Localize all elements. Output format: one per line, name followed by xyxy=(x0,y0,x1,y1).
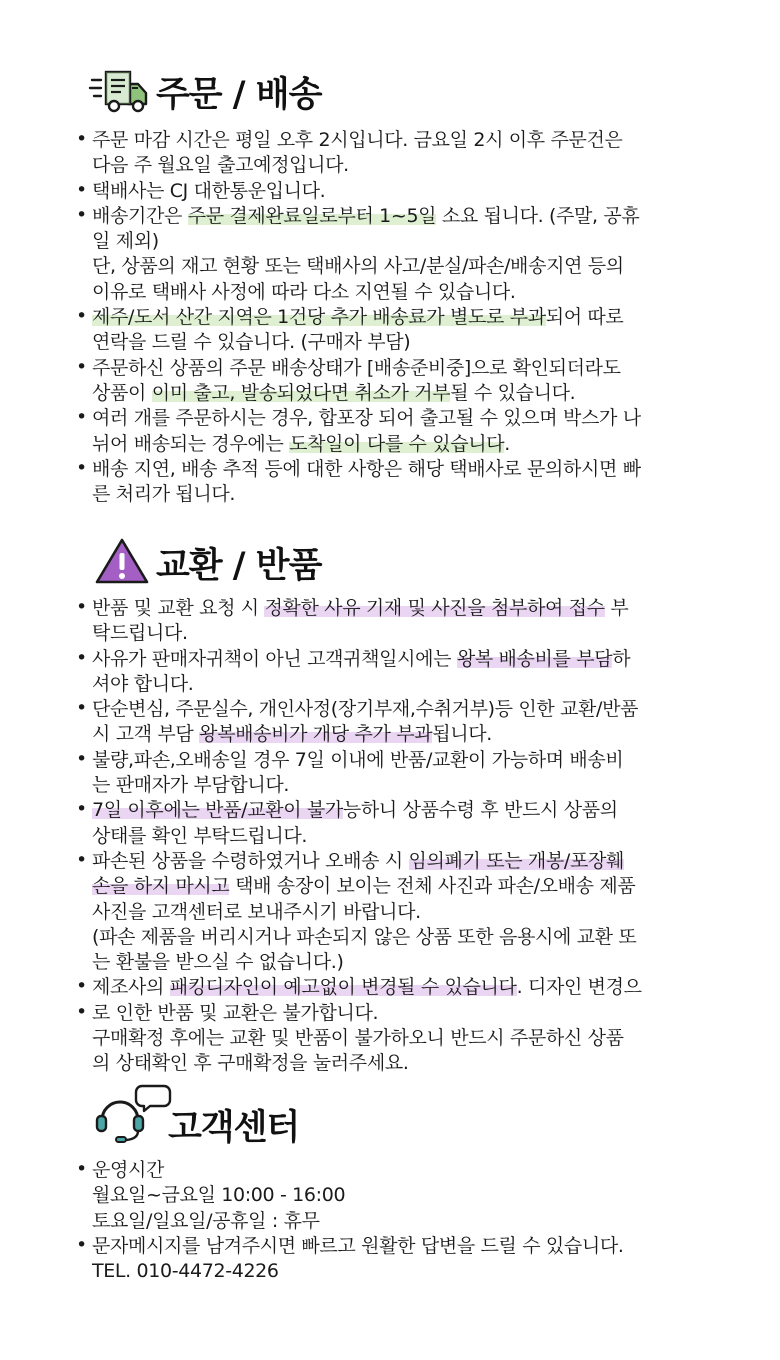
highlight-arrival-date: 도착일이 다를 수 있습니다 xyxy=(289,432,505,455)
list-item: • 주문 마감 시간은 평일 오후 2시입니다. 금요일 2시 이후 주문건은 다음 주 월요일 출고예정입니다. xyxy=(76,128,716,179)
exchange-item-8-line1: 로 인한 반품 및 교환은 불가합니다. xyxy=(92,1001,379,1024)
highlight-per-item-fee: 왕복배송비가 개당 추가 부과 xyxy=(199,723,433,746)
exchange-item-8-line3: 의 상태확인 후 구매확정을 눌러주세요. xyxy=(92,1052,409,1075)
exchange-item-6-line4: (파손 제품을 버리시거나 파손되지 않은 상품 또한 음용시에 교환 또 xyxy=(92,925,637,948)
order-item-5-line2: 상품이 이미 출고, 발송되었다면 취소가 거부될 수 있습니다. xyxy=(92,381,576,404)
list-item: • 문자메시지를 남겨주시면 빠르고 원활한 답변을 드릴 수 있습니다. TEL. 010-4472-4226 xyxy=(76,1234,716,1285)
list-item: • 운영시간 월요일~금요일 10:00 - 16:00 토요일/일요일/공휴일 : 휴무 xyxy=(76,1158,716,1234)
exchange-item-4-line2: 는 판매자가 부담합니다. xyxy=(92,774,290,797)
highlight-cancel-refused: 이미 출고, 발송되었다면 취소가 거부 xyxy=(151,381,451,404)
list-item: • 7일 이후에는 반품/교환이 불가능하니 상품수령 후 반드시 상품의 상태를 확인 부탁드립니다. xyxy=(76,798,716,849)
exchange-item-2-line2: 셔야 합니다. xyxy=(92,672,194,695)
order-item-3-line4: 이유로 택배사 사정에 따라 다소 지연될 수 있습니다. xyxy=(92,280,516,303)
highlight-design-change: 패킹디자인이 예고없이 변경될 수 있습니다 xyxy=(169,976,517,999)
exchange-item-3-line2: 시 고객 부담 왕복배송비가 개당 추가 부과됩니다. xyxy=(92,723,492,746)
support-title: 고객센터 xyxy=(168,1108,300,1148)
order-item-3-line2: 일 제외) xyxy=(92,230,159,253)
order-item-6-line2: 뉘어 배송되는 경우에는 도착일이 다를 수 있습니다. xyxy=(92,432,510,455)
exchange-item-8-line2: 구매확정 후에는 교환 및 반품이 불가하오니 반드시 주문하신 상품 xyxy=(92,1027,624,1050)
highlight-no-discard: 임의폐기 또는 개봉/포장훼 xyxy=(408,849,624,872)
list-item: • 여러 개를 주문하시는 경우, 합포장 되어 출고될 수 있으며 박스가 나 뉘어 배송되는 경우에는 도착일이 다를 수 있습니다. xyxy=(76,406,716,457)
exchange-heading xyxy=(94,536,321,590)
list-item: • 로 인한 반품 및 교환은 불가합니다. 구매확정 후에는 교환 및 반품이 불가하오니 반드시 주문하신 상품 의 상태확인 후 구매확정을 눌러주세요. xyxy=(76,1001,716,1077)
exchange-item-1-line1: 반품 및 교환 요청 시 정확한 사유 기재 및 사진을 첨부하여 접수 부 xyxy=(92,597,629,619)
warning-icon xyxy=(94,536,150,590)
exchange-item-7-line1: 제조사의 패킹디자인이 예고없이 변경될 수 있습니다. 디자인 변경으 xyxy=(92,976,642,999)
exchange-item-6-line1: 파손된 상품을 수령하였거나 오배송 시 임의폐기 또는 개봉/포장훼 xyxy=(92,849,624,872)
list-item: • 파손된 상품을 수령하였거나 오배송 시 임의폐기 또는 개봉/포장훼 손을 하지 마시고 택배 송장이 보이는 전체 사진과 파손/오배송 제품 사진을 고객센터로 보내주시기 바랍니다. (파손 제품을 버리시거나 파손되지 않은 상품 또한 음용시에 교환 또 는 환불을 받으실 수 없습니다.) xyxy=(76,849,716,975)
exchange-item-5-line1: 7일 이후에는 반품/교환이 불가능하니 상품수령 후 반드시 상품의 xyxy=(92,799,618,822)
highlight-attach-photos: 정확한 사유 기재 및 사진을 첨부하여 접수 xyxy=(264,597,605,619)
order-title: 주문 / 배송 xyxy=(156,75,322,115)
highlight-delivery-period: 주문 결제완료일로부터 1~5일 xyxy=(187,204,437,227)
list-item: • 택배사는 CJ 대한통운입니다. xyxy=(76,179,716,204)
list-item: • 배송 지연, 배송 추적 등에 대한 사항은 해당 택배사로 문의하시면 빠 른 처리가 됩니다. xyxy=(76,457,716,508)
exchange-item-6-line2: 손을 하지 마시고 택배 송장이 보이는 전체 사진과 파손/오배송 제품 xyxy=(92,875,636,898)
support-item-2-line1: 문자메시지를 남겨주시면 빠르고 원활한 답변을 드릴 수 있습니다. xyxy=(92,1234,624,1257)
order-item-1-line1: 주문 마감 시간은 평일 오후 2시입니다. 금요일 2시 이후 주문건은 xyxy=(92,129,623,151)
list-item: • 사유가 판매자귀책이 아닌 고객귀책일시에는 왕복 배송비를 부담하 셔야 합니다. xyxy=(76,647,716,698)
list-item: • 불량,파손,오배송일 경우 7일 이내에 반품/교환이 가능하며 배송비 는 판매자가 부담합니다. xyxy=(76,748,716,799)
list-item: • 단순변심, 주문실수, 개인사정(장기부재,수취거부)등 인한 교환/반품 시 고객 부담 왕복배송비가 개당 추가 부과됩니다. xyxy=(76,697,716,748)
order-item-6-line1: 여러 개를 주문하시는 경우, 합포장 되어 출고될 수 있으며 박스가 나 xyxy=(92,407,641,430)
exchange-item-5-line2: 상태를 확인 부탁드립니다. xyxy=(92,824,308,847)
order-item-7-line1: 배송 지연, 배송 추적 등에 대한 사항은 해당 택배사로 문의하시면 빠 xyxy=(92,457,641,480)
exchange-item-3-line1: 단순변심, 주문실수, 개인사정(장기부재,수취거부)등 인한 교환/반품 xyxy=(92,698,639,721)
order-list xyxy=(76,128,716,507)
order-item-4-line2: 연락을 드릴 수 있습니다. (구매자 부담) xyxy=(92,331,411,354)
order-item-1-line2: 다음 주 월요일 출고예정입니다. xyxy=(92,154,349,177)
order-item-5-line1: 주문하신 상품의 주문 배송상태가 [배송준비중]으로 확인되더라도 xyxy=(92,356,621,379)
order-heading xyxy=(88,66,321,118)
order-item-7-line2: 른 처리가 됩니다. xyxy=(92,483,236,506)
highlight-no-damage: 손을 하지 마시고 xyxy=(92,875,230,898)
order-item-4-line1: 제주/도서 산간 지역은 1건당 추가 배송료가 별도로 부과되어 따로 xyxy=(92,306,624,329)
exchange-item-6-line3: 사진을 고객센터로 보내주시기 바랍니다. xyxy=(92,900,421,923)
list-item: • 주문하신 상품의 주문 배송상태가 [배송준비중]으로 확인되더라도 상품이 이미 출고, 발송되었다면 취소가 거부될 수 있습니다. xyxy=(76,356,716,407)
highlight-seven-days: 7일 이후에는 반품/교환이 불가 xyxy=(92,799,343,822)
support-item-1-line1: 운영시간 xyxy=(92,1159,165,1181)
support-phone: TEL. 010-4472-4226 xyxy=(92,1260,279,1283)
order-item-3-line3: 단, 상품의 재고 현황 또는 택배사의 사고/분실/파손/배송지연 등의 xyxy=(92,255,624,278)
support-item-1-line3: 토요일/일요일/공휴일 : 휴무 xyxy=(92,1209,320,1232)
exchange-list xyxy=(76,596,716,1077)
exchange-item-4-line1: 불량,파손,오배송일 경우 7일 이내에 반품/교환이 가능하며 배송비 xyxy=(92,748,624,771)
highlight-island-fee: 제주/도서 산간 지역은 1건당 추가 배송료가 별도로 부과 xyxy=(92,306,546,329)
support-item-1-line2: 월요일~금요일 10:00 - 16:00 xyxy=(92,1184,346,1207)
list-item: • 제조사의 패킹디자인이 예고없이 변경될 수 있습니다. 디자인 변경으 xyxy=(76,975,716,1000)
support-heading xyxy=(94,1082,299,1150)
support-list xyxy=(76,1158,716,1284)
highlight-round-trip-fee: 왕복 배송비를 부담 xyxy=(456,647,613,670)
headset-chat-icon xyxy=(94,1082,174,1150)
exchange-item-2-line1: 사유가 판매자귀책이 아닌 고객귀책일시에는 왕복 배송비를 부담하 xyxy=(92,647,631,670)
delivery-truck-icon xyxy=(88,66,150,118)
order-item-3-line1: 배송기간은 주문 결제완료일로부터 1~5일 소요 됩니다. (주말, 공휴 xyxy=(92,204,640,227)
order-item-2-line1: 택배사는 CJ 대한통운입니다. xyxy=(92,179,326,202)
exchange-item-6-line5: 는 환불을 받으실 수 없습니다.) xyxy=(92,951,344,974)
exchange-title: 교환 / 반품 xyxy=(156,546,322,586)
list-item: • 제주/도서 산간 지역은 1건당 추가 배송료가 별도로 부과되어 따로 연락을 드릴 수 있습니다. (구매자 부담) xyxy=(76,305,716,356)
list-item: • 배송기간은 주문 결제완료일로부터 1~5일 소요 됩니다. (주말, 공휴 일 제외) 단, 상품의 재고 현황 또는 택배사의 사고/분실/파손/배송지연 등의 이유로 택배사 사정에 따라 다소 지연될 수 있습니다. xyxy=(76,204,716,305)
exchange-item-1-line2: 탁드립니다. xyxy=(92,622,188,645)
list-item: • 반품 및 교환 요청 시 정확한 사유 기재 및 사진을 첨부하여 접수 부 탁드립니다. xyxy=(76,596,716,647)
